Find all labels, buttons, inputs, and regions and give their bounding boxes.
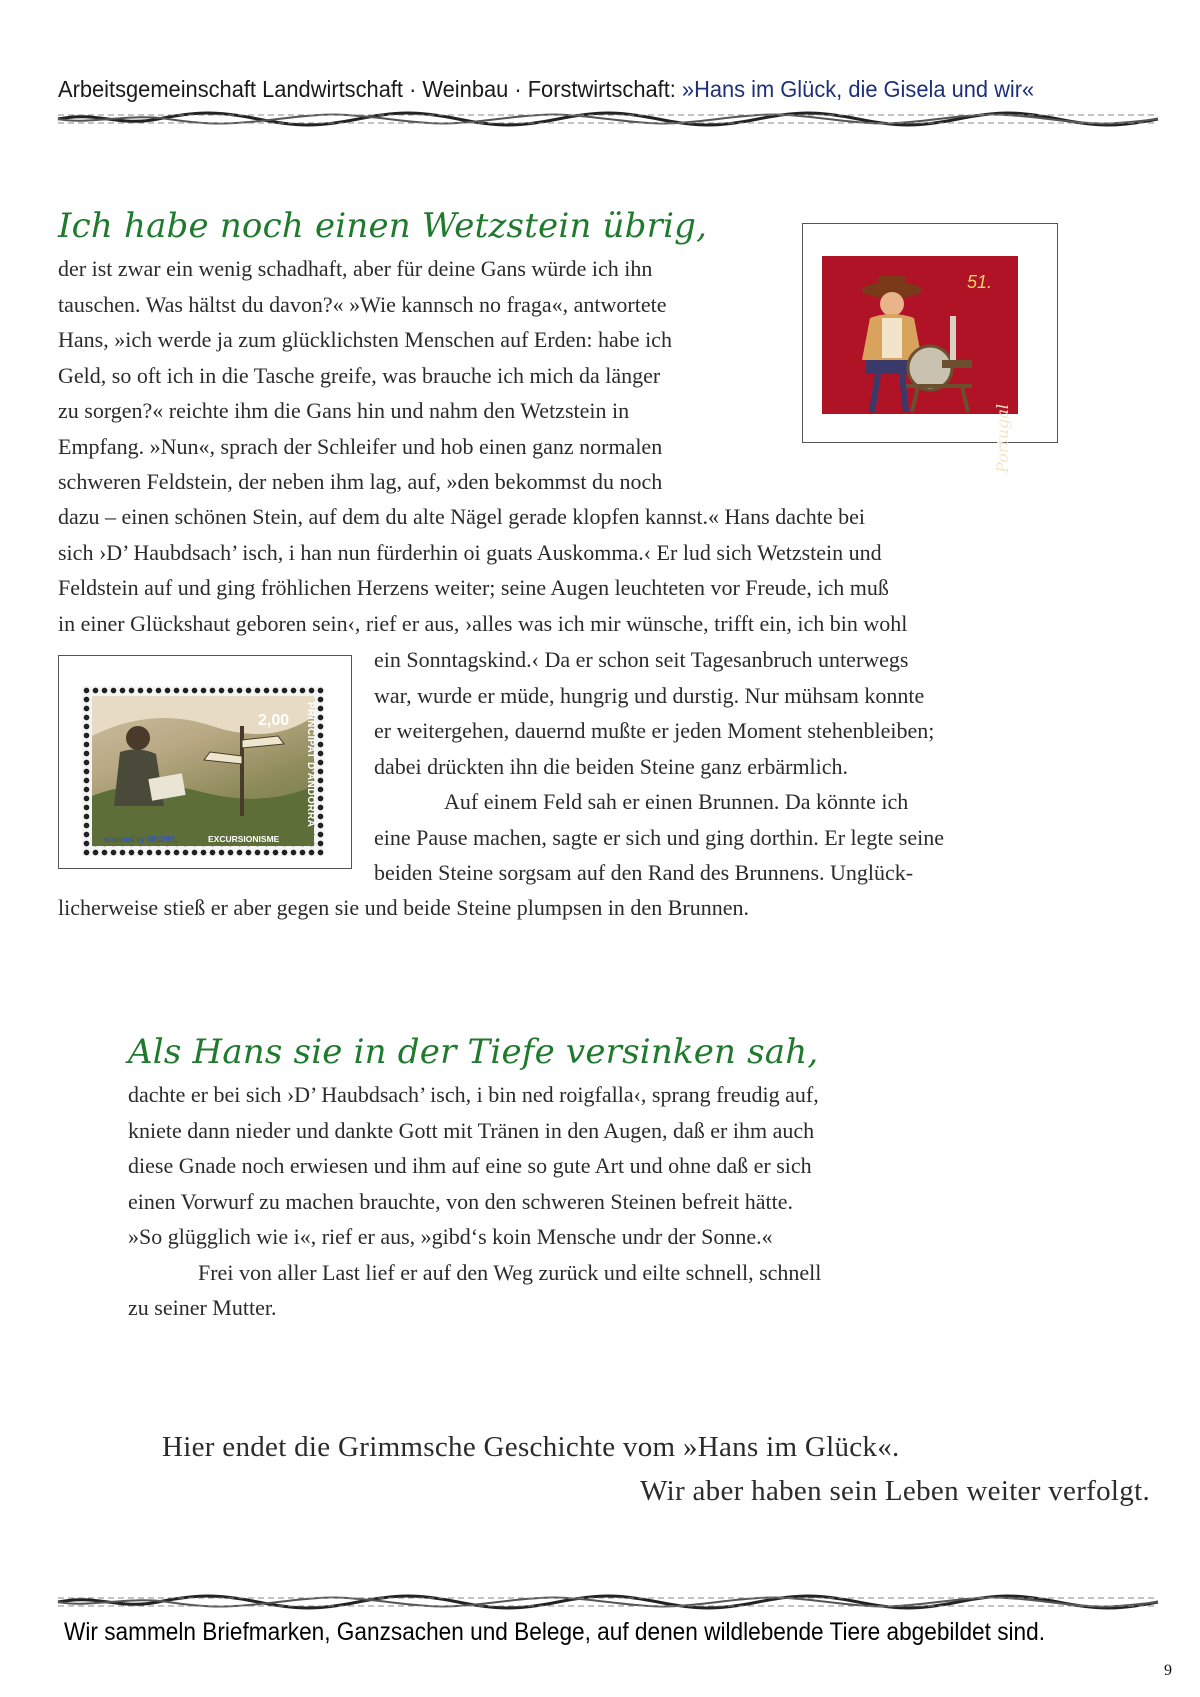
text-line: sich ›D’ Haubdsach’ isch, i han nun fürderhin oi guats Auskomma.‹ Er lud sich Wetzstein und <box>58 539 882 565</box>
section-heading-wetzstein: Ich habe noch einen Wetzstein übrig, <box>58 206 708 246</box>
text-line: Geld, so oft ich in die Tasche greife, was brauche ich mich da länger <box>58 362 661 388</box>
text-line: schweren Feldstein, der neben ihm lag, auf, »den bekommst du noch <box>58 469 663 494</box>
stamp-caption: EXCURSIONISME <box>208 834 280 844</box>
text-line: ein Sonntagskind.‹ Da er schon seit Tagesanbruch unterwegs <box>374 647 909 672</box>
text-line: zu sorgen?« reichte ihm die Gans hin und nahm den Wetzstein in <box>58 398 630 423</box>
stamp-country: Portugal <box>993 404 1012 474</box>
text-line: »So glügglich wie i«, rief er aus, »gibd‘s koin Mensche undr der Sonne.« <box>128 1224 773 1249</box>
text-line: der ist zwar ein wenig schadhaft, aber für deine Gans würde ich ihn <box>58 256 653 281</box>
text-line: dachte er bei sich ›D’ Haubdsach’ isch, i bin ned roigfalla‹, sprang freudig auf, <box>128 1082 819 1107</box>
text-line: in einer Glückshaut geboren sein‹, rief er aus, ›alles was ich mir wünsche, trifft ein, ich bin wohl <box>58 610 908 636</box>
stamp-andorra-image <box>92 696 314 846</box>
text-line: Auf einem Feld sah er einen Brunnen. Da könnte ich <box>444 789 909 814</box>
text-block-section2 <box>128 1077 950 1326</box>
text-line: diese Gnade noch erwiesen und ihm auf eine so gute Art und ohne daß er sich <box>128 1153 812 1178</box>
page-footer: Wir sammeln Briefmarken, Ganzsachen und Belege, auf denen wildlebende Tiere abgebildet sind. <box>64 1618 1045 1646</box>
header-title-highlight: »Hans im Glück, die Gisela und wir« <box>681 76 1035 102</box>
text-line: eine Pause machen, sagte er sich und ging dorthin. Er legte seine <box>374 824 944 850</box>
text-line: einen Vorwurf zu machen brauchte, von den schweren Steinen befreit hätte. <box>128 1188 794 1214</box>
closing-line-1: Hier endet die Grimmsche Geschichte vom »Hans im Glück«. <box>162 1431 900 1463</box>
stamp-portugal-knife-grinder <box>822 256 1018 474</box>
text-line: Frei von aller Last lief er auf den Weg zurück und eilte schnell, schnell <box>198 1259 822 1285</box>
stamp-andorra-excursionisme <box>82 686 324 856</box>
ornament-divider-bottom <box>58 1594 1158 1610</box>
text-line: dazu – einen schönen Stein, auf dem du alte Nägel gerade klopfen kannst.« Hans dachte bei <box>58 504 865 529</box>
page-header <box>58 76 1081 103</box>
text-line: kniete dann nieder und dankte Gott mit Tränen in den Augen, daß er ihm auch <box>128 1117 815 1143</box>
text-line: er weitergehen, dauernd mußte er jeden Moment stehenbleiben; <box>374 718 935 743</box>
text-line: zu seiner Mutter. <box>128 1295 277 1320</box>
stamp-value: 51. <box>966 272 992 292</box>
text-line: war, wurde er müde, hungrig und durstig. Nur mühsam konnte <box>374 682 925 708</box>
text-block-right <box>374 642 1034 891</box>
text-block-last <box>58 890 1034 926</box>
stamp-scan-note: scanned by MICHEL <box>104 835 178 844</box>
closing-line-2: Wir aber haben sein Leben weiter verfolgt. <box>640 1475 1150 1507</box>
text-line: dabei drückten ihn die beiden Steine ganz erbärmlich. <box>374 753 849 779</box>
text-line: Feldstein auf und ging fröhlichen Herzens weiter; seine Augen leuchteten vor Freude, ich muß <box>58 575 889 600</box>
text-line: Hans, »ich werde ja zum glücklichsten Menschen auf Erden: habe ich <box>58 327 672 352</box>
ornament-divider-top <box>58 111 1158 127</box>
text-block-narrow <box>58 251 778 500</box>
text-line: tauschen. Was hältst du davon?« »Wie kannsch no fraga«, antwortete <box>58 291 667 317</box>
page-number: 9 <box>1164 1662 1172 1679</box>
header-title: Arbeitsgemeinschaft Landwirtschaft · Weinbau · Forstwirtschaft: <box>58 76 682 102</box>
text-line: licherweise stieß er aber gegen sie und beide Steine plumpsen in den Brunnen. <box>58 895 749 920</box>
stamp-country: PRINCIPAT D'ANDORRA <box>305 702 316 828</box>
text-line: beiden Steine sorgsam auf den Rand des Brunnens. Unglück- <box>374 860 914 885</box>
text-block-full <box>58 499 1034 641</box>
stamp-value: 2,00 <box>258 712 290 729</box>
section-heading-tiefe: Als Hans sie in der Tiefe versinken sah, <box>128 1032 819 1072</box>
text-line: Empfang. »Nun«, sprach der Schleifer und hob einen ganz normalen <box>58 433 663 459</box>
